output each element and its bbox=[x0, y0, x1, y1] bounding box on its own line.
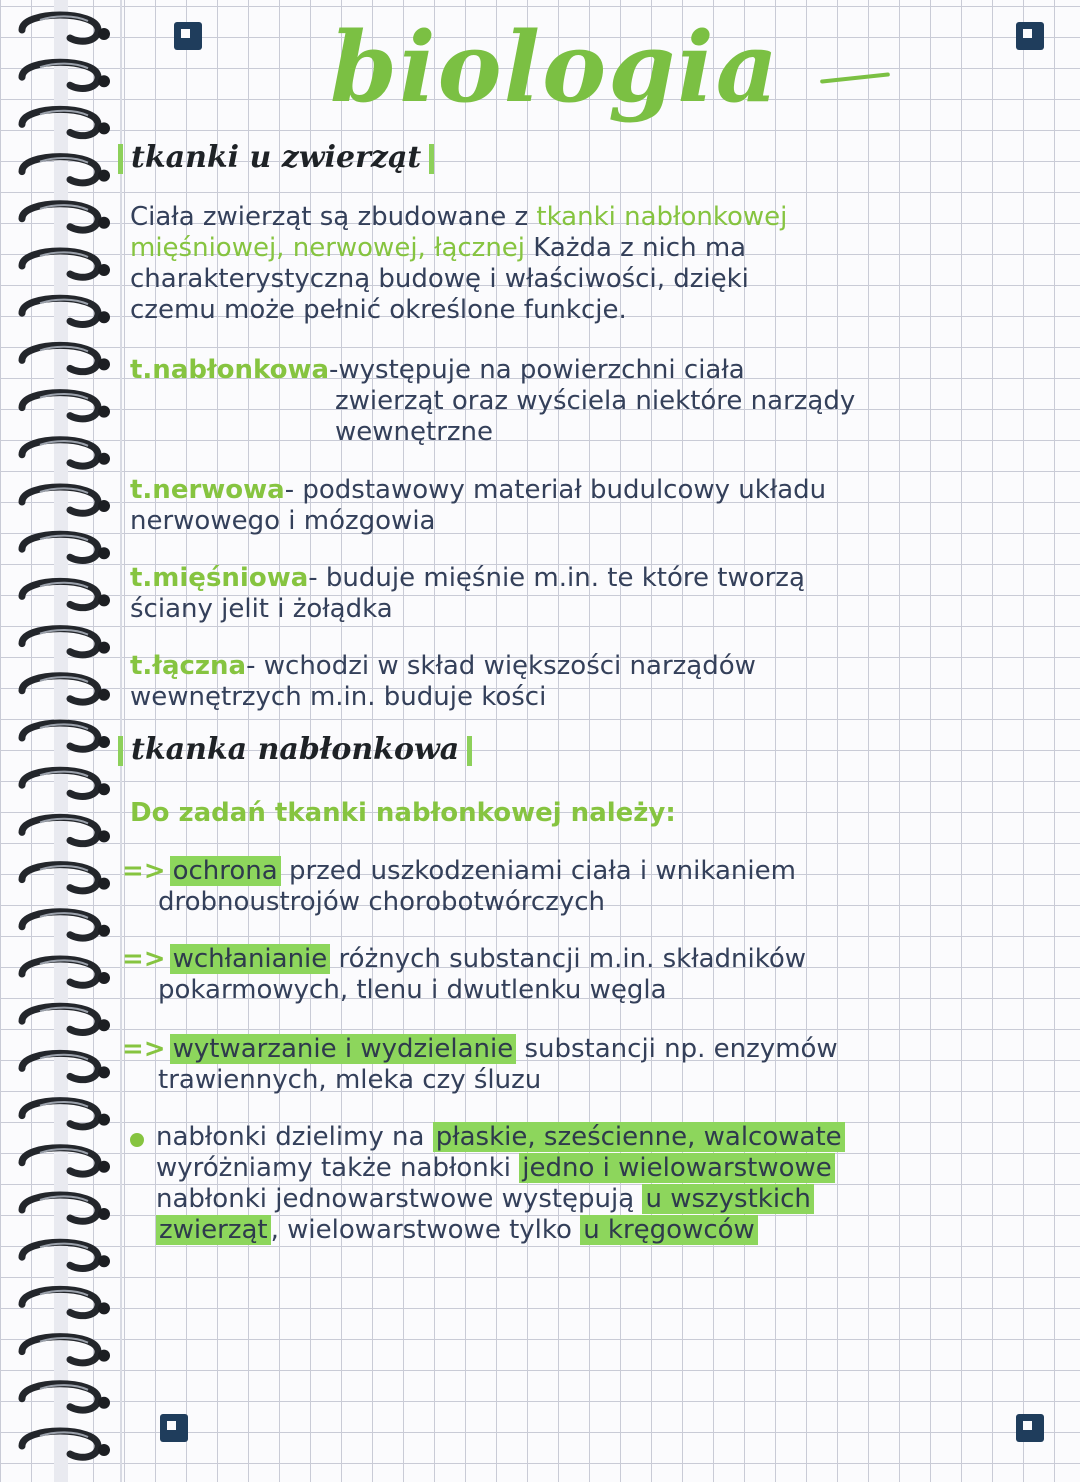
binding-hole bbox=[98, 453, 110, 465]
binding-hole bbox=[98, 75, 110, 87]
intro-line: czemu może pełnić określone funkcje. bbox=[130, 295, 627, 325]
binding-hole bbox=[98, 736, 110, 748]
binding-hole bbox=[98, 311, 110, 323]
page-title: biologia bbox=[330, 11, 780, 124]
corner-marker-icon bbox=[160, 1414, 188, 1442]
binding-hole bbox=[98, 925, 110, 937]
binding-hole bbox=[98, 594, 110, 606]
tissue-line: wewnętrzych m.in. buduje kości bbox=[130, 682, 547, 712]
binding-hole bbox=[98, 1255, 110, 1267]
functions-intro: Do zadań tkanki nabłonkowej należy: bbox=[130, 798, 676, 828]
function-protection: => ochrona przed uszkodzeniami ciała i wnikaniem bbox=[122, 856, 796, 886]
binding-hole bbox=[98, 217, 110, 229]
tissue-line: wewnętrzne bbox=[335, 417, 494, 447]
binding-hole bbox=[98, 500, 110, 512]
binding-hole bbox=[98, 1066, 110, 1078]
heading-epithelial-tissue: tkanka nabłonkowa bbox=[110, 732, 480, 767]
intro-line: mięśniowej, nerwowej, łącznej Każda z nich ma bbox=[130, 233, 747, 263]
binding-hole bbox=[98, 1444, 110, 1456]
binding-hole bbox=[98, 1208, 110, 1220]
corner-marker-icon bbox=[1016, 22, 1044, 50]
binding-hole bbox=[98, 547, 110, 559]
intro-line: charakterystyczną budowę i właściwości, dzięki bbox=[130, 264, 749, 294]
binding-hole bbox=[98, 358, 110, 370]
tissue-line: nerwowego i mózgowia bbox=[130, 506, 436, 536]
binding-hole bbox=[98, 122, 110, 134]
binding-hole bbox=[98, 783, 110, 795]
function-secretion: => wytwarzanie i wydzielanie substancji np. enzymów bbox=[122, 1034, 838, 1064]
binding-hole bbox=[98, 830, 110, 842]
binding-hole bbox=[98, 642, 110, 654]
corner-marker-icon bbox=[1016, 1414, 1044, 1442]
binding-hole bbox=[98, 1019, 110, 1031]
intro-line: Ciała zwierząt są zbudowane z tkanki nabłonkowej bbox=[130, 202, 788, 232]
binding-hole bbox=[98, 406, 110, 418]
binding-hole bbox=[98, 1397, 110, 1409]
binding-hole bbox=[98, 28, 110, 40]
bullet-line: wyróżniamy także nabłonki jedno i wielowarstwowe bbox=[156, 1153, 835, 1184]
binding-hole bbox=[98, 1161, 110, 1173]
binding-hole bbox=[98, 878, 110, 890]
bullet-line: nabłonki jednowarstwowe występują u wszystkich bbox=[156, 1184, 814, 1215]
function-absorption: => wchłanianie różnych substancji m.in. składników bbox=[122, 944, 807, 974]
tissue-line: zwierząt oraz wyściela niektóre narządy bbox=[335, 386, 856, 416]
binding-hole bbox=[98, 264, 110, 276]
function-line: drobnoustrojów chorobotwórczych bbox=[158, 887, 606, 917]
bullet-line: zwierząt , wielowarstwowe tylko u kręgowców bbox=[156, 1215, 758, 1246]
bullet-dot-icon bbox=[130, 1133, 144, 1147]
corner-marker-icon bbox=[174, 22, 202, 50]
tissue-line: ściany jelit i żołądka bbox=[130, 594, 393, 624]
binding-hole bbox=[98, 972, 110, 984]
binding-hole bbox=[98, 1350, 110, 1362]
tissue-connective: t.łączna- wchodzi w skład większości narządów bbox=[130, 651, 756, 681]
heading-animal-tissues: tkanki u zwierząt bbox=[110, 140, 442, 175]
binding-hole bbox=[98, 170, 110, 182]
bullet-line: nabłonki dzielimy na płaskie, sześcienne, walcowate bbox=[156, 1122, 845, 1153]
tissue-muscle: t.mięśniowa- buduje mięśnie m.in. te które tworzą bbox=[130, 563, 805, 593]
tissue-epithelial: t.nabłonkowa-występuje na powierzchni ciała bbox=[130, 355, 745, 385]
function-line: pokarmowych, tlenu i dwutlenku węgla bbox=[158, 975, 667, 1005]
binding-hole bbox=[98, 1114, 110, 1126]
spiral-binding bbox=[0, 0, 115, 1482]
binding-hole bbox=[98, 1302, 110, 1314]
function-line: trawiennych, mleka czy śluzu bbox=[158, 1065, 542, 1095]
binding-hole bbox=[98, 689, 110, 701]
tissue-nervous: t.nerwowa- podstawowy materiał budulcowy układu bbox=[130, 475, 827, 505]
